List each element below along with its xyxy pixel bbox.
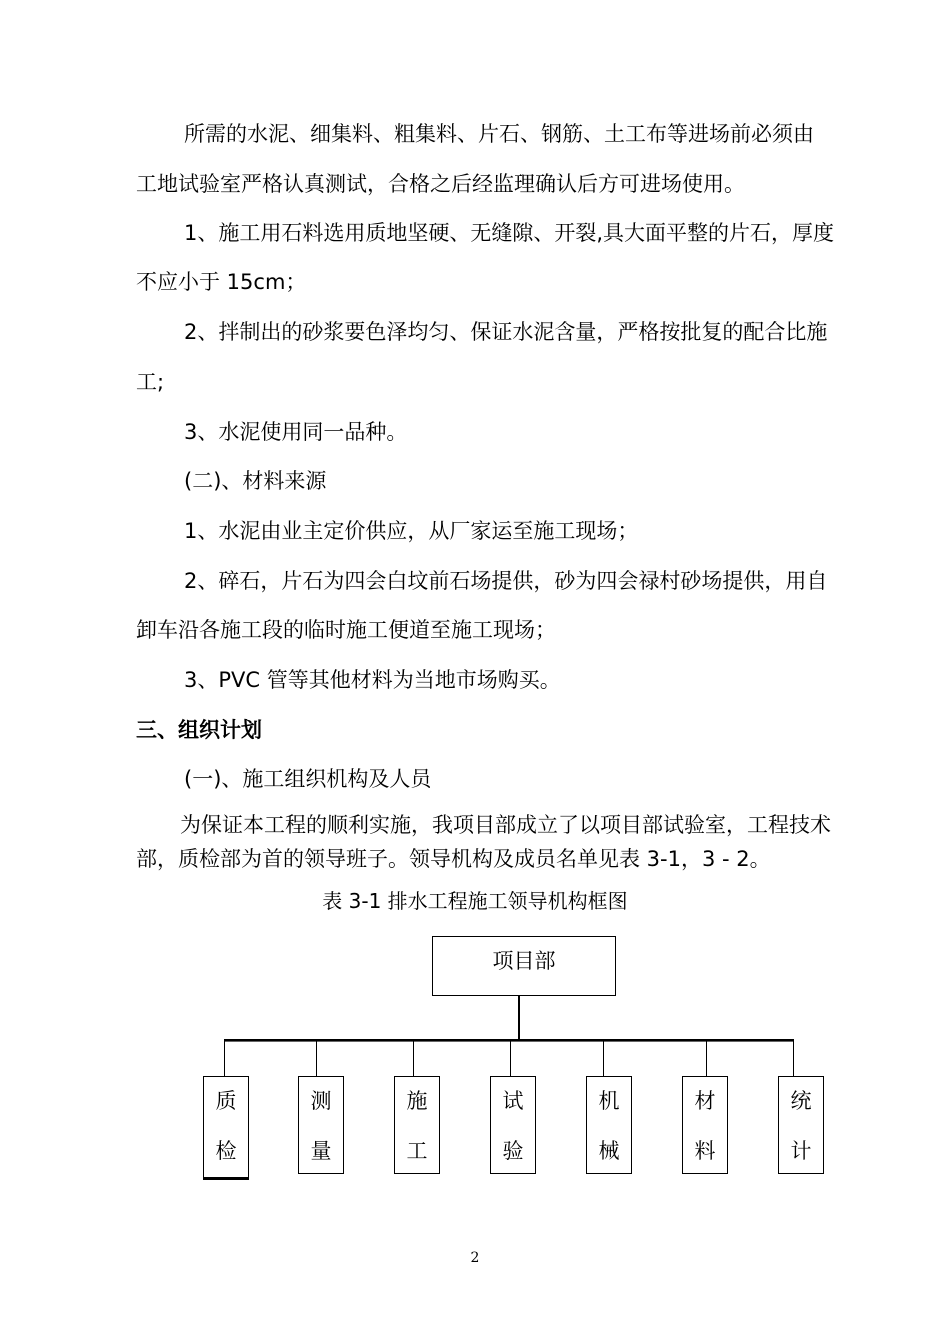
org-unit-char: 验 — [502, 1139, 524, 1163]
paragraph-line: 2、碎石，片石为四会白坟前石场提供，砂为四会禄村砂场提供，用自 — [184, 569, 828, 593]
paragraph-line: 所需的水泥、细集料、粗集料、片石、钢筋、土工布等进场前必须由 — [184, 122, 814, 146]
org-unit-char: 械 — [598, 1139, 620, 1163]
org-unit-char: 统 — [790, 1089, 812, 1113]
connector-line — [603, 1040, 604, 1076]
paragraph-line: 工; — [136, 370, 165, 394]
org-unit-box — [778, 1076, 824, 1174]
table-caption: 表 3-1 排水工程施工领导机构框图 — [322, 889, 628, 913]
page-number: 2 — [470, 1250, 480, 1266]
org-unit-char: 材 — [694, 1089, 716, 1113]
paragraph-line: 1、水泥由业主定价供应，从厂家运至施工现场； — [184, 519, 639, 543]
org-unit-box — [203, 1076, 249, 1180]
paragraph-line: 1、施工用石料选用质地坚硬、无缝隙、开裂,具大面平整的片石，厚度 — [184, 221, 835, 245]
paragraph-line: 3、PVC 管等其他材料为当地市场购买。 — [184, 668, 561, 692]
subheading: (一)、施工组织机构及人员 — [184, 767, 432, 791]
org-unit-char: 量 — [310, 1139, 332, 1163]
org-top-box: 项目部 — [432, 936, 616, 996]
org-unit-char: 检 — [215, 1139, 237, 1163]
org-unit-char: 测 — [310, 1089, 332, 1113]
paragraph-line: 为保证本工程的顺利实施，我项目部成立了以项目部试验室，工程技术 — [180, 813, 831, 837]
connector-line — [316, 1040, 317, 1076]
connector-line — [510, 1040, 511, 1076]
org-unit-box — [682, 1076, 728, 1174]
paragraph-line: 工地试验室严格认真测试，合格之后经监理确认后方可进场使用。 — [136, 172, 745, 196]
connector-line — [224, 1040, 225, 1076]
org-unit-box — [394, 1076, 440, 1174]
paragraph-line: 3、水泥使用同一品种。 — [184, 420, 408, 444]
connector-line — [413, 1040, 414, 1076]
paragraph-line: 部，质检部为首的领导班子。领导机构及成员名单见表 3-1，3 - 2。 — [136, 847, 771, 871]
connector-bar-shadow — [224, 1041, 794, 1042]
org-unit-char: 质 — [215, 1089, 237, 1113]
section-heading: 三、组织计划 — [136, 718, 262, 742]
org-unit-char: 试 — [502, 1089, 524, 1113]
org-unit-char: 工 — [406, 1139, 428, 1163]
org-unit-char: 计 — [790, 1139, 812, 1163]
paragraph-line: 卸车沿各施工段的临时施工便道至施工现场； — [136, 618, 556, 642]
subheading: (二)、材料来源 — [184, 469, 327, 493]
org-unit-char: 施 — [406, 1089, 428, 1113]
connector-line — [706, 1040, 707, 1076]
org-unit-box — [298, 1076, 344, 1174]
org-unit-char: 料 — [694, 1139, 716, 1163]
paragraph-line: 不应小于 15cm； — [136, 270, 307, 294]
connector-line — [793, 1040, 794, 1076]
org-unit-char: 机 — [598, 1089, 620, 1113]
org-unit-box — [586, 1076, 632, 1174]
connector-line — [518, 996, 520, 1040]
org-unit-box — [490, 1076, 536, 1174]
paragraph-line: 2、拌制出的砂浆要色泽均匀、保证水泥含量，严格按批复的配合比施 — [184, 320, 828, 344]
